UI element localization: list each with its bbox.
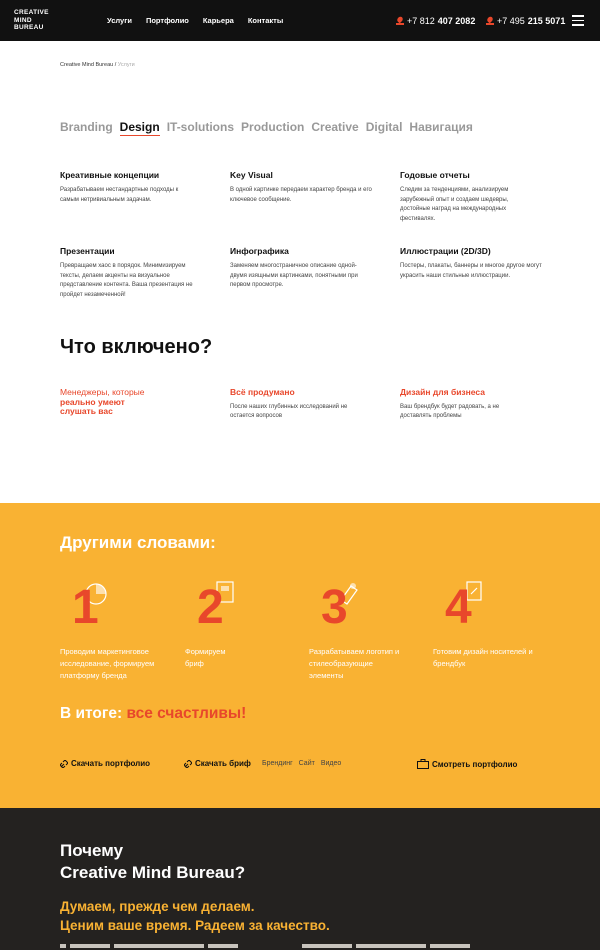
view-portfolio-label: Смотреть портфолио	[432, 759, 518, 769]
logo-line: BUREAU	[14, 24, 44, 31]
service-card	[230, 170, 380, 205]
logo-line: CREATIVE	[14, 9, 49, 16]
phone-number: 215 5071	[527, 16, 566, 26]
location-pin-icon	[396, 17, 404, 25]
service-title: Годовые отчеты	[400, 170, 470, 180]
download-portfolio-label: Скачать портфолио	[71, 759, 151, 768]
step-number	[309, 580, 369, 640]
location-pin-icon	[486, 17, 494, 25]
included-title: Что включено?	[60, 336, 213, 358]
process-step	[60, 580, 180, 680]
step-number	[60, 580, 120, 640]
step-digit: 4	[445, 581, 472, 634]
service-title: Креативные концепции	[60, 170, 160, 180]
tab-creative[interactable]: Creative	[311, 120, 359, 134]
why-subtitle-line: Думаем, прежде чем делаем.	[60, 899, 255, 914]
nav-item-contacts[interactable]: Контакты	[247, 16, 284, 25]
included-item-text: После наших глубинных исследований не остается вопросов	[230, 403, 348, 419]
included-item-text: Ваш брендбук будет радовать, а не доставлять проблемы	[400, 403, 500, 419]
tab-navigation[interactable]: Навигация	[409, 120, 473, 134]
included-title-bold: реально умеют слушать вас	[60, 396, 125, 416]
in-other-words-title: Другими словами:	[60, 533, 216, 552]
step-digit: 3	[321, 581, 348, 634]
step-number	[185, 580, 245, 640]
process-step	[309, 580, 429, 680]
link-icon	[184, 760, 192, 768]
result-lead: В итоге:	[60, 705, 123, 722]
phone-prefix: +7 812	[407, 16, 435, 26]
tab-design[interactable]: Design	[119, 120, 160, 134]
step-text: Формируем бриф	[185, 647, 226, 668]
phone-msk[interactable]	[486, 16, 565, 26]
result-line	[60, 705, 246, 723]
included-item	[400, 388, 540, 422]
included-item-title: Всё продумано	[230, 387, 295, 397]
tab-production[interactable]: Production	[241, 120, 305, 134]
process-step	[433, 580, 553, 668]
breadcrumb	[60, 62, 135, 68]
breadcrumb-current: Услуги	[117, 62, 135, 68]
service-title: Key Visual	[230, 170, 273, 180]
main-nav	[107, 16, 283, 25]
view-portfolio-link[interactable]	[417, 759, 517, 769]
service-card	[60, 246, 210, 300]
nav-item-portfolio[interactable]: Портфолио	[145, 16, 189, 25]
brief-type-site[interactable]: Сайт	[298, 760, 315, 767]
step-digit: 1	[72, 581, 99, 634]
tab-branding[interactable]: Branding	[60, 120, 113, 134]
service-text: Постеры, плакаты, баннеры и многое другое могут украсить наши стильные иллюстрации.	[400, 263, 542, 279]
logo[interactable]	[14, 9, 49, 32]
logo-line: MIND	[14, 16, 32, 24]
phone-spb[interactable]	[396, 16, 475, 26]
why-text-cutoff	[60, 944, 540, 950]
brief-type-video[interactable]: Видео	[320, 760, 342, 767]
included-item-title	[60, 388, 200, 417]
brief-types	[262, 760, 341, 767]
service-text: Заменяем многостраничное описание одной-двумя изящными картинками, понятными при первом просмотре.	[230, 263, 358, 288]
service-text: Превращаем хаос в порядок. Минимизируем тексты, делаем акценты на визуальное представление контента. Ваша презентация не пройдет незамеченной!	[60, 263, 193, 298]
brief-type-branding[interactable]: Брендинг	[262, 760, 293, 767]
service-title: Инфографика	[230, 246, 289, 256]
why-subtitle	[60, 897, 330, 935]
service-card	[400, 170, 550, 224]
why-subtitle-line: Ценим ваше время. Радеем за качество.	[60, 918, 330, 933]
nav-item-career[interactable]: Карьера	[202, 16, 234, 25]
service-text: Разрабатываем нестандартные подходы к самым нетривиальным задачам.	[60, 187, 179, 203]
service-card	[230, 246, 380, 291]
phone-prefix: +7 495	[497, 16, 525, 26]
download-brief-link[interactable]	[184, 759, 251, 768]
process-step	[185, 580, 305, 668]
briefcase-icon	[417, 759, 429, 769]
breadcrumb-separator: /	[114, 62, 117, 68]
link-icon	[60, 760, 68, 768]
included-item	[230, 388, 370, 422]
download-brief-label: Скачать бриф	[195, 759, 251, 768]
tab-it-solutions[interactable]: IT-solutions	[166, 120, 235, 134]
why-title-line: Почему	[60, 841, 124, 860]
tab-digital[interactable]: Digital	[365, 120, 403, 134]
service-text: Следим за тенденциями, анализируем зарубежный опыт и создаем шедевры, достойные наград на международных фестивалях.	[400, 187, 509, 222]
nav-item-services[interactable]: Услуги	[107, 16, 132, 25]
included-item-title: Дизайн для бизнеса	[400, 387, 485, 397]
download-portfolio-link[interactable]	[60, 759, 150, 768]
service-title: Презентации	[60, 246, 115, 256]
menu-burger-icon[interactable]	[572, 15, 584, 25]
phone-number: 407 2082	[437, 16, 476, 26]
result-highlight: все счастливы!	[126, 705, 247, 722]
service-card	[60, 170, 210, 205]
service-text: В одной картинке передаем характер бренда и его ключевое сообщение.	[230, 187, 372, 203]
why-title	[60, 840, 245, 884]
site-header	[0, 0, 600, 41]
step-text: Разрабатываем логотип и стилеобразующие элементы	[309, 647, 400, 680]
step-text: Проводим маркетинговое исследование, формируем платформу бренда	[60, 647, 155, 680]
step-digit: 2	[197, 581, 224, 634]
step-number	[433, 580, 493, 640]
service-card	[400, 246, 550, 281]
service-title: Иллюстрации (2D/3D)	[400, 246, 491, 256]
service-tabs	[60, 120, 473, 136]
included-title-thin: Менеджеры, которые	[60, 387, 145, 397]
step-text: Готовим дизайн носителей и брендбук	[433, 647, 533, 668]
included-item	[60, 388, 200, 422]
why-title-line: Creative Mind Bureau?	[60, 863, 246, 882]
breadcrumb-home[interactable]: Creative Mind Bureau	[60, 62, 114, 68]
